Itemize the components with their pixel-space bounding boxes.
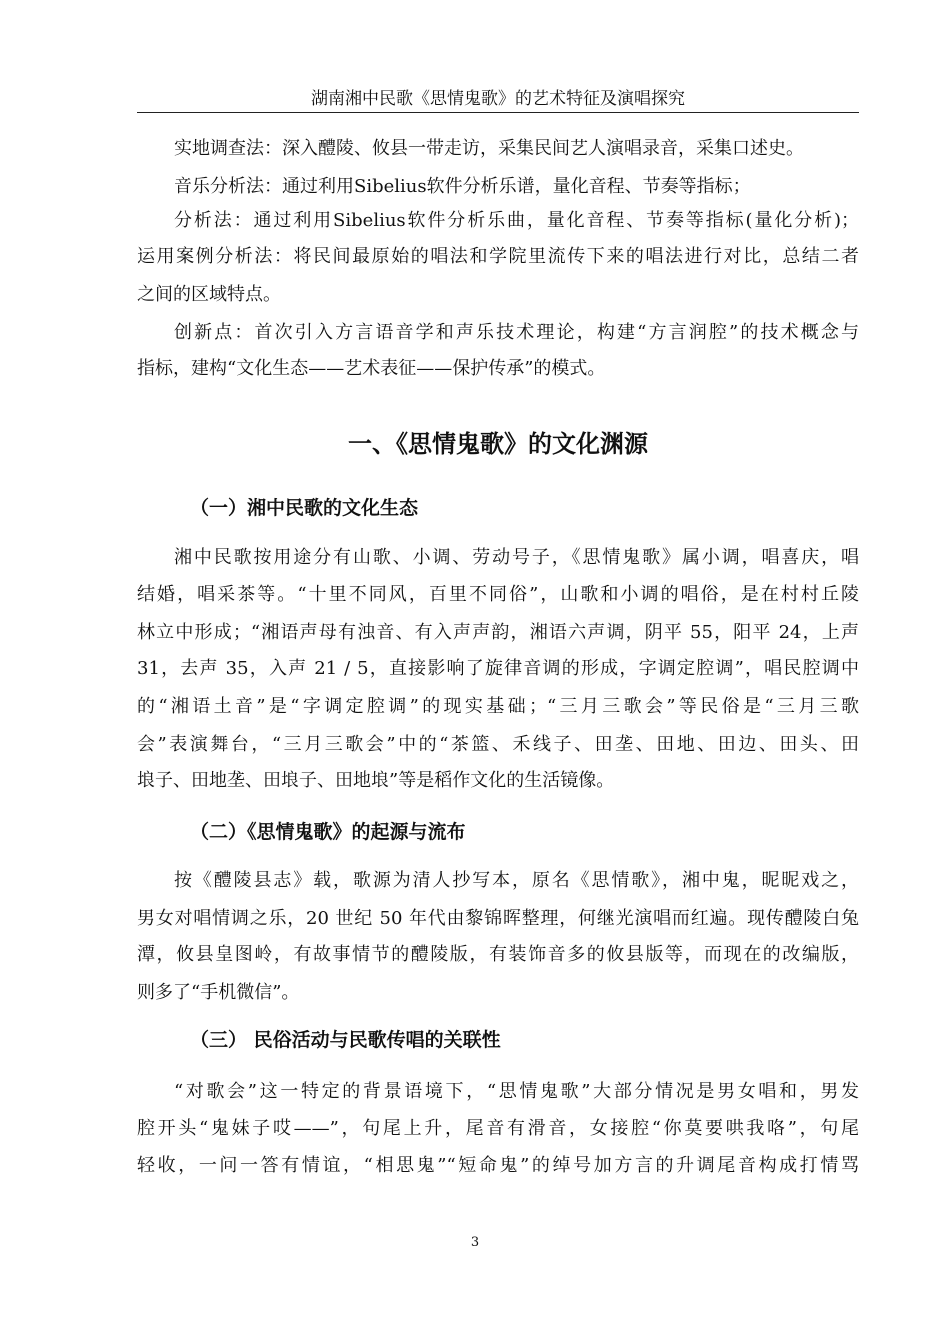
section-2-line-1: 按《醴陵县志》载，歌源为清人抄写本，原名《思情歌》，湘中鬼，昵昵戏之， [174, 870, 859, 891]
section-1-title: （一）湘中民歌的文化生态 [190, 497, 419, 519]
section-2-line-2: 男女对唱情调之乐，20 世纪 50 年代由黎锦晖整理，何继光演唱而红遍。现传醴陵白兔 [137, 908, 859, 929]
intro-line-3: 分析法：通过利用Sibelius软件分析乐曲，量化音程、节奏等指标(量化分析)； [174, 210, 859, 231]
section-2-line-3: 潭，攸县皇图岭，有故事情节的醴陵版，有装饰音多的攸县版等，而现在的改编版， [137, 944, 859, 965]
running-header: 湖南湘中民歌《思情鬼歌》的艺术特征及演唱探究 [137, 86, 859, 113]
section-1-line-5: 的“湘语土音”是“字调定腔调”的现实基础；“三月三歌会”等民俗是“三月三歌 [137, 696, 859, 717]
section-1-line-4: 31，去声 35，入声 21 / 5，直接影响了旋律音调的形成，字调定腔调”，唱民腔调中 [137, 658, 859, 679]
intro-line-4: 运用案例分析法：将民间最原始的唱法和学院里流传下来的唱法进行对比，总结二者 [137, 246, 859, 267]
section-3-title: （三） 民俗活动与民歌传唱的关联性 [190, 1029, 501, 1051]
intro-line-5: 之间的区域特点。 [137, 284, 281, 305]
section-1-line-2: 结婚，唱采茶等。“十里不同风，百里不同俗”，山歌和小调的唱俗，是在村村丘陵 [137, 584, 859, 605]
section-2-line-4: 则多了“手机微信”。 [137, 982, 300, 1003]
section-1-line-3: 林立中形成；“湘语声母有浊音、有入声声韵，湘语六声调，阴平 55，阳平 24，上声 [137, 622, 859, 643]
section-1-line-7: 埌子、田地垄、田埌子、田地埌”等是稻作文化的生活镜像。 [137, 770, 615, 791]
section-2-title: （二）《思情鬼歌》的起源与流布 [190, 821, 466, 843]
section-1-line-1: 湘中民歌按用途分有山歌、小调、劳动号子，《思情鬼歌》属小调，唱喜庆，唱 [174, 547, 859, 568]
intro-line-7: 指标，建构“文化生态——艺术表征——保护传承”的模式。 [137, 358, 606, 379]
chapter-title: 一、《思情鬼歌》的文化渊源 [348, 430, 648, 458]
section-3-line-3: 轻收，一问一答有情谊，“相思鬼”“短命鬼”的绰号加方言的升调尾音构成打情骂 [137, 1155, 859, 1176]
section-3-line-1: “对歌会”这一特定的背景语境下，“思情鬼歌”大部分情况是男女唱和，男发 [174, 1081, 859, 1102]
intro-line-2: 音乐分析法：通过利用Sibelius软件分析乐谱，量化音程、节奏等指标； [174, 176, 751, 197]
intro-line-1: 实地调查法：深入醴陵、攸县一带走访，采集民间艺人演唱录音，采集口述史。 [174, 138, 804, 159]
section-3-line-2: 腔开头“鬼妹子哎——”，句尾上升，尾音有滑音，女接腔“你莫要哄我咯”，句尾 [137, 1118, 859, 1139]
intro-line-6: 创新点：首次引入方言语音学和声乐技术理论，构建“方言润腔”的技术概念与 [174, 322, 859, 343]
section-1-line-6: 会”表演舞台，“三月三歌会”中的“茶篮、禾线子、田垄、田地、田边、田头、田 [137, 734, 859, 755]
page-number: 3 [470, 1235, 480, 1250]
